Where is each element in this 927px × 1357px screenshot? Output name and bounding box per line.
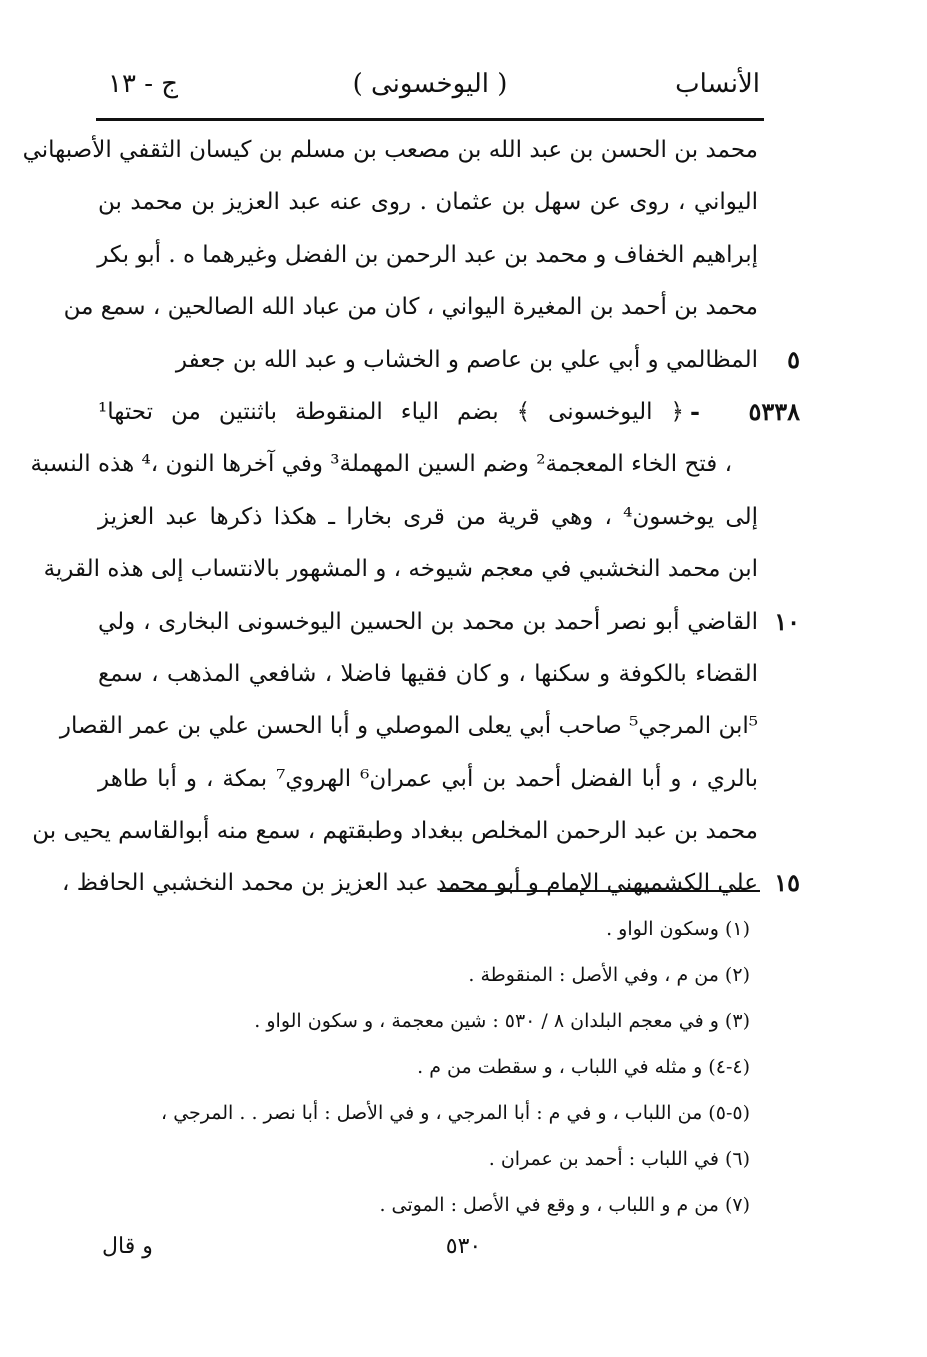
line-text: إلى يوخسون⁴ ، وهي قرية من قرى بخارا ـ هكذا ذكرها عبد العزيز: [98, 503, 758, 530]
line-number: ٥: [787, 344, 800, 374]
text-line: [98, 334, 800, 386]
footnote: (٢) من م ، وفي الأصل : المنقوطة .: [468, 964, 750, 986]
main-text: [22, 124, 800, 910]
footnotes: [160, 906, 750, 1228]
text-line: [98, 491, 758, 543]
text-line: [22, 124, 758, 176]
line-number: ١٠: [774, 606, 800, 636]
text-line: [98, 176, 758, 228]
line-text: القاضي أبو نصر أحمد بن محمد بن الحسين اليوخسونى البخارى ، ولي: [98, 608, 758, 635]
page-header: [100, 62, 760, 106]
line-text: محمد بن عبد الرحمن المخلص ببغداد وطبقتهم ، سمع منه أبوالقاسم يحيى بن: [32, 818, 758, 845]
line-text: ، فتح الخاء المعجمة² وضم السين المهملة³ وفي آخرها النون ،⁴ هذه النسبة: [30, 451, 732, 478]
text-line: [98, 753, 758, 805]
line-text: إبراهيم الخفاف و محمد بن عبد الرحمن بن الفضل وغيرهما ه . أبو بكر: [97, 241, 758, 268]
line-text: ⁵ابن المرجي⁵ صاحب أبي يعلى الموصلي و أبا الحسن علي بن عمر القصار: [59, 713, 758, 740]
text-line: [59, 700, 758, 752]
book-title: الأنساب: [675, 69, 760, 99]
section-title: ( اليوخسونى ): [352, 69, 508, 99]
text-line: [98, 229, 758, 281]
text-line: [32, 805, 758, 857]
volume-label: ج - ١٣: [108, 69, 179, 99]
footnote: (٧) من م و اللباب ، و وقع في الأصل : الموتى .: [379, 1194, 750, 1216]
line-text: بالري ، و أبا الفضل أحمد بن أبي عمران⁶ الهروي⁷ بمكة ، و أبا طاهر: [98, 765, 758, 792]
line-text: ﴿ اليوخسونى ﴾ بضم الياء المنقوطة باثنتين من تحتها¹: [98, 398, 684, 425]
line-text: محمد بن أحمد بن المغيرة اليواني ، كان من عباد الله الصالحين ، سمع من: [63, 294, 758, 321]
entry-number: ٥٣٣٨ -: [690, 396, 800, 426]
text-line: [98, 386, 800, 438]
footnote-rule: [440, 890, 760, 892]
text-line: [30, 438, 758, 490]
catchword: و قال: [102, 1234, 153, 1259]
text-line: [98, 648, 758, 700]
line-number: ١٥: [774, 868, 800, 898]
footnote: (٣) و في معجم البلدان ٨ / ٥٣٠ : شين معجمة ، و سكون الواو .: [254, 1010, 750, 1032]
page-number: ٥٣٠: [445, 1234, 482, 1259]
text-line: [62, 857, 800, 909]
header-rule: [96, 118, 764, 121]
text-line: [98, 596, 800, 648]
line-text: محمد بن الحسن بن عبد الله بن مصعب بن مسلم بن كيسان الثقفي الأصبهاني: [22, 137, 758, 163]
footnote: (٦) في اللباب : أحمد بن عمران .: [488, 1148, 750, 1170]
line-text: اليواني ، روى عن سهل بن عثمان . روى عنه عبد العزيز بن محمد بن: [98, 189, 758, 216]
footnote: (٥-٥) من اللباب ، و في م : أبا المرجي ، و في الأصل : أبا نصر . . المرجي ،: [161, 1102, 750, 1124]
text-line: [63, 281, 758, 333]
line-text: القضاء بالكوفة و سكنها ، و كان فقيها فاضلا ، شافعي المذهب ، سمع: [98, 660, 758, 687]
line-text: المظالمي و أبي علي بن عاصم و الخشاب و عبد الله بن جعفر: [175, 346, 758, 373]
line-text: علي الكشميهني الإمام و أبو محمد عبد العزيز بن محمد النخشبي الحافظ ،: [62, 870, 758, 897]
footnote: (٤-٤) و مثله في اللباب ، و سقطت من م .: [417, 1056, 750, 1078]
footnote: (١) وسكون الواو .: [606, 918, 750, 940]
line-text: ابن محمد النخشبي في معجم شيوخه ، و المشهور بالانتساب إلى هذه القرية: [43, 556, 758, 583]
text-line: [43, 543, 758, 595]
